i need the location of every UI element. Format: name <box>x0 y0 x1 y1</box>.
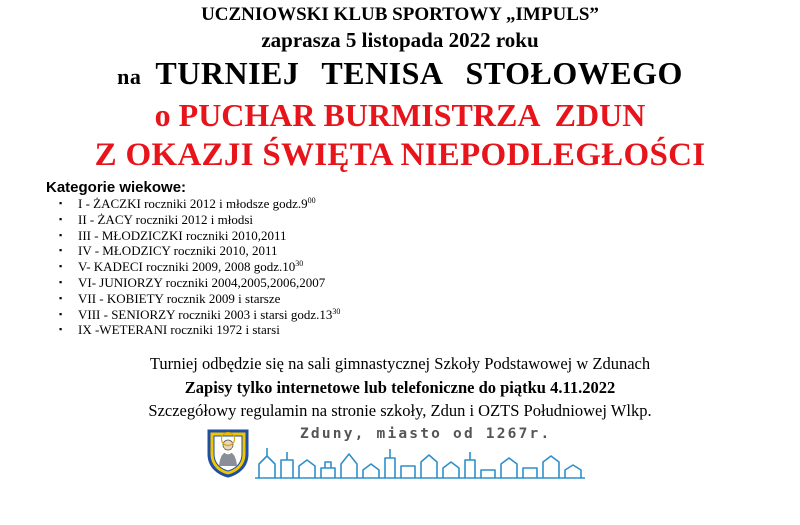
zduny-coat-of-arms-icon <box>206 428 250 478</box>
category-text: I - ŻACZKI roczniki 2012 i młodsze godz.9 <box>78 196 308 211</box>
occasion-title: Z OKAZJI ŚWIĘTA NIEPODLEGŁOŚCI <box>94 137 706 173</box>
category-item <box>56 228 340 244</box>
category-item <box>56 243 340 259</box>
registration-info: Zapisy tylko internetowe lub telefoniczne do piątku 4.11.2022 <box>184 378 616 397</box>
organizer-name: UCZNIOWSKI KLUB SPORTOWY „IMPULS” <box>201 4 599 25</box>
category-item <box>56 322 340 338</box>
category-item <box>56 212 340 228</box>
category-item <box>56 275 340 291</box>
category-item <box>56 196 340 212</box>
cup-name: PUCHAR BURMISTRZA ZDUN <box>178 97 646 133</box>
category-item <box>56 291 340 307</box>
title-word-tenisa: TENISA <box>321 55 444 91</box>
bullet-icon: ▪ <box>59 324 63 335</box>
title-word-turniej: TURNIEJ <box>155 55 300 91</box>
category-item <box>56 259 340 275</box>
city-slogan: Zduny, miasto od 1267r. <box>300 426 552 442</box>
category-text: VII - KOBIETY rocznik 2009 i starsze <box>78 290 281 306</box>
category-text: III - MŁODZICZKI roczniki 2010,2011 <box>78 227 287 243</box>
category-time-minutes: 30 <box>332 306 341 316</box>
category-text: VIII - SENIORZY roczniki 2003 i starsi godz.13 <box>78 306 333 322</box>
category-item <box>56 307 340 323</box>
bullet-icon: ▪ <box>59 261 63 272</box>
category-text: V- KADECI roczniki 2009, 2008 godz.10 <box>78 259 296 275</box>
tournament-title <box>0 55 800 92</box>
city-skyline-icon <box>255 446 585 480</box>
category-text: II - ŻACY roczniki 2012 i młodsi <box>78 211 253 227</box>
title-na: na <box>117 64 142 89</box>
title-word-stolowego: STOŁOWEGO <box>465 55 683 91</box>
categories-heading: Kategorie wiekowe: <box>46 179 187 196</box>
category-text: VI- JUNIORZY roczniki 2004,2005,2006,2007 <box>78 274 326 290</box>
bullet-icon: ▪ <box>59 198 63 208</box>
cup-title <box>0 97 800 134</box>
bullet-icon: ▪ <box>59 213 63 224</box>
bullet-icon: ▪ <box>59 308 63 319</box>
bullet-icon: ▪ <box>59 245 63 256</box>
bullet-icon: ▪ <box>59 276 63 287</box>
rules-info: Szczegółowy regulamin na stronie szkoły, Zdun i OZTS Południowej Wlkp. <box>148 401 652 420</box>
title-o: o <box>154 97 171 133</box>
invite-date: zaprasza 5 listopada 2022 roku <box>261 28 539 52</box>
category-time-minutes: 00 <box>307 196 316 205</box>
category-text: IX -WETERANI roczniki 1972 i starsi <box>78 322 280 338</box>
bullet-icon: ▪ <box>59 229 63 240</box>
category-time-minutes: 30 <box>295 259 304 269</box>
categories-list <box>56 196 340 338</box>
venue-info: Turniej odbędzie się na sali gimnastycznej Szkoły Podstawowej w Zdunach <box>149 354 651 373</box>
bullet-icon: ▪ <box>59 292 63 303</box>
category-text: IV - MŁODZICY roczniki 2010, 2011 <box>78 243 278 259</box>
